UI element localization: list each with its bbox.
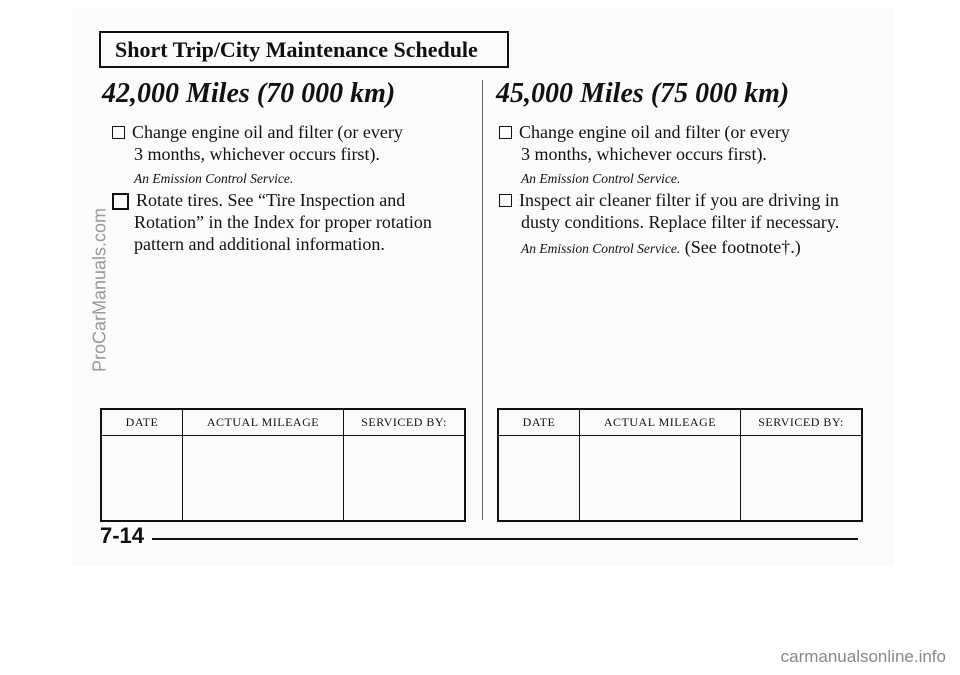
bottom-watermark: carmanualsonline.info	[780, 647, 946, 666]
left-service-log-table	[100, 408, 466, 522]
item-text: dusty conditions. Replace filter if necessary.	[521, 212, 840, 232]
footnote-reference: (See footnote†.)	[680, 237, 801, 257]
item-note: An Emission Control Service.	[134, 171, 294, 186]
item-text: Change engine oil and filter (or every	[519, 122, 790, 142]
item-text: Inspect air cleaner filter if you are driving in	[519, 190, 839, 210]
item-text: Change engine oil and filter (or every	[132, 122, 403, 142]
section-header	[99, 31, 509, 68]
left-interval-title: 42,000 Miles (70 000 km)	[102, 78, 396, 109]
column-header-date: DATE	[498, 409, 580, 436]
column-header-actual-mileage: ACTUAL MILEAGE	[183, 409, 344, 436]
note-text: An Emission Control Service.	[521, 241, 681, 256]
item-text: Rotate tires. See “Tire Inspection and	[136, 190, 406, 210]
footer-rule	[152, 538, 858, 540]
mileage-cell[interactable]	[183, 436, 344, 522]
item-text: Rotation” in the Index for proper rotation	[134, 212, 432, 232]
item-text: 3 months, whichever occurs first).	[134, 144, 380, 164]
item-text: 3 months, whichever occurs first).	[521, 144, 767, 164]
section-title: Short Trip/City Maintenance Schedule	[115, 36, 478, 62]
date-cell[interactable]	[101, 436, 183, 522]
column-header-serviced-by: SERVICED BY:	[344, 409, 466, 436]
checkbox-icon[interactable]	[499, 194, 512, 207]
page-number: 7-14	[100, 523, 145, 548]
table-header-row	[101, 409, 465, 436]
checkbox-icon[interactable]	[499, 126, 512, 139]
column-header-serviced-by: SERVICED BY:	[741, 409, 863, 436]
side-watermark	[80, 190, 120, 390]
column-header-actual-mileage: ACTUAL MILEAGE	[580, 409, 741, 436]
left-item-rotate-tires	[110, 189, 432, 255]
column-divider	[482, 80, 483, 520]
item-note: An Emission Control Service.	[521, 171, 681, 186]
serviced-by-cell[interactable]	[741, 436, 863, 522]
item-note	[497, 236, 839, 260]
side-watermark-text: ProCarManuals.com	[89, 207, 110, 373]
table-row	[498, 436, 862, 522]
right-interval-title: 45,000 Miles (75 000 km)	[496, 78, 790, 109]
right-item-air-filter	[497, 189, 839, 260]
table-row	[101, 436, 465, 522]
serviced-by-cell[interactable]	[344, 436, 466, 522]
date-cell[interactable]	[498, 436, 580, 522]
table-header-row	[498, 409, 862, 436]
right-item-oil-change	[497, 121, 790, 190]
left-item-oil-change	[110, 121, 403, 190]
mileage-cell[interactable]	[580, 436, 741, 522]
checkbox-icon[interactable]	[112, 126, 125, 139]
column-header-date: DATE	[101, 409, 183, 436]
right-service-log-table	[497, 408, 863, 522]
item-text: pattern and additional information.	[134, 234, 385, 254]
